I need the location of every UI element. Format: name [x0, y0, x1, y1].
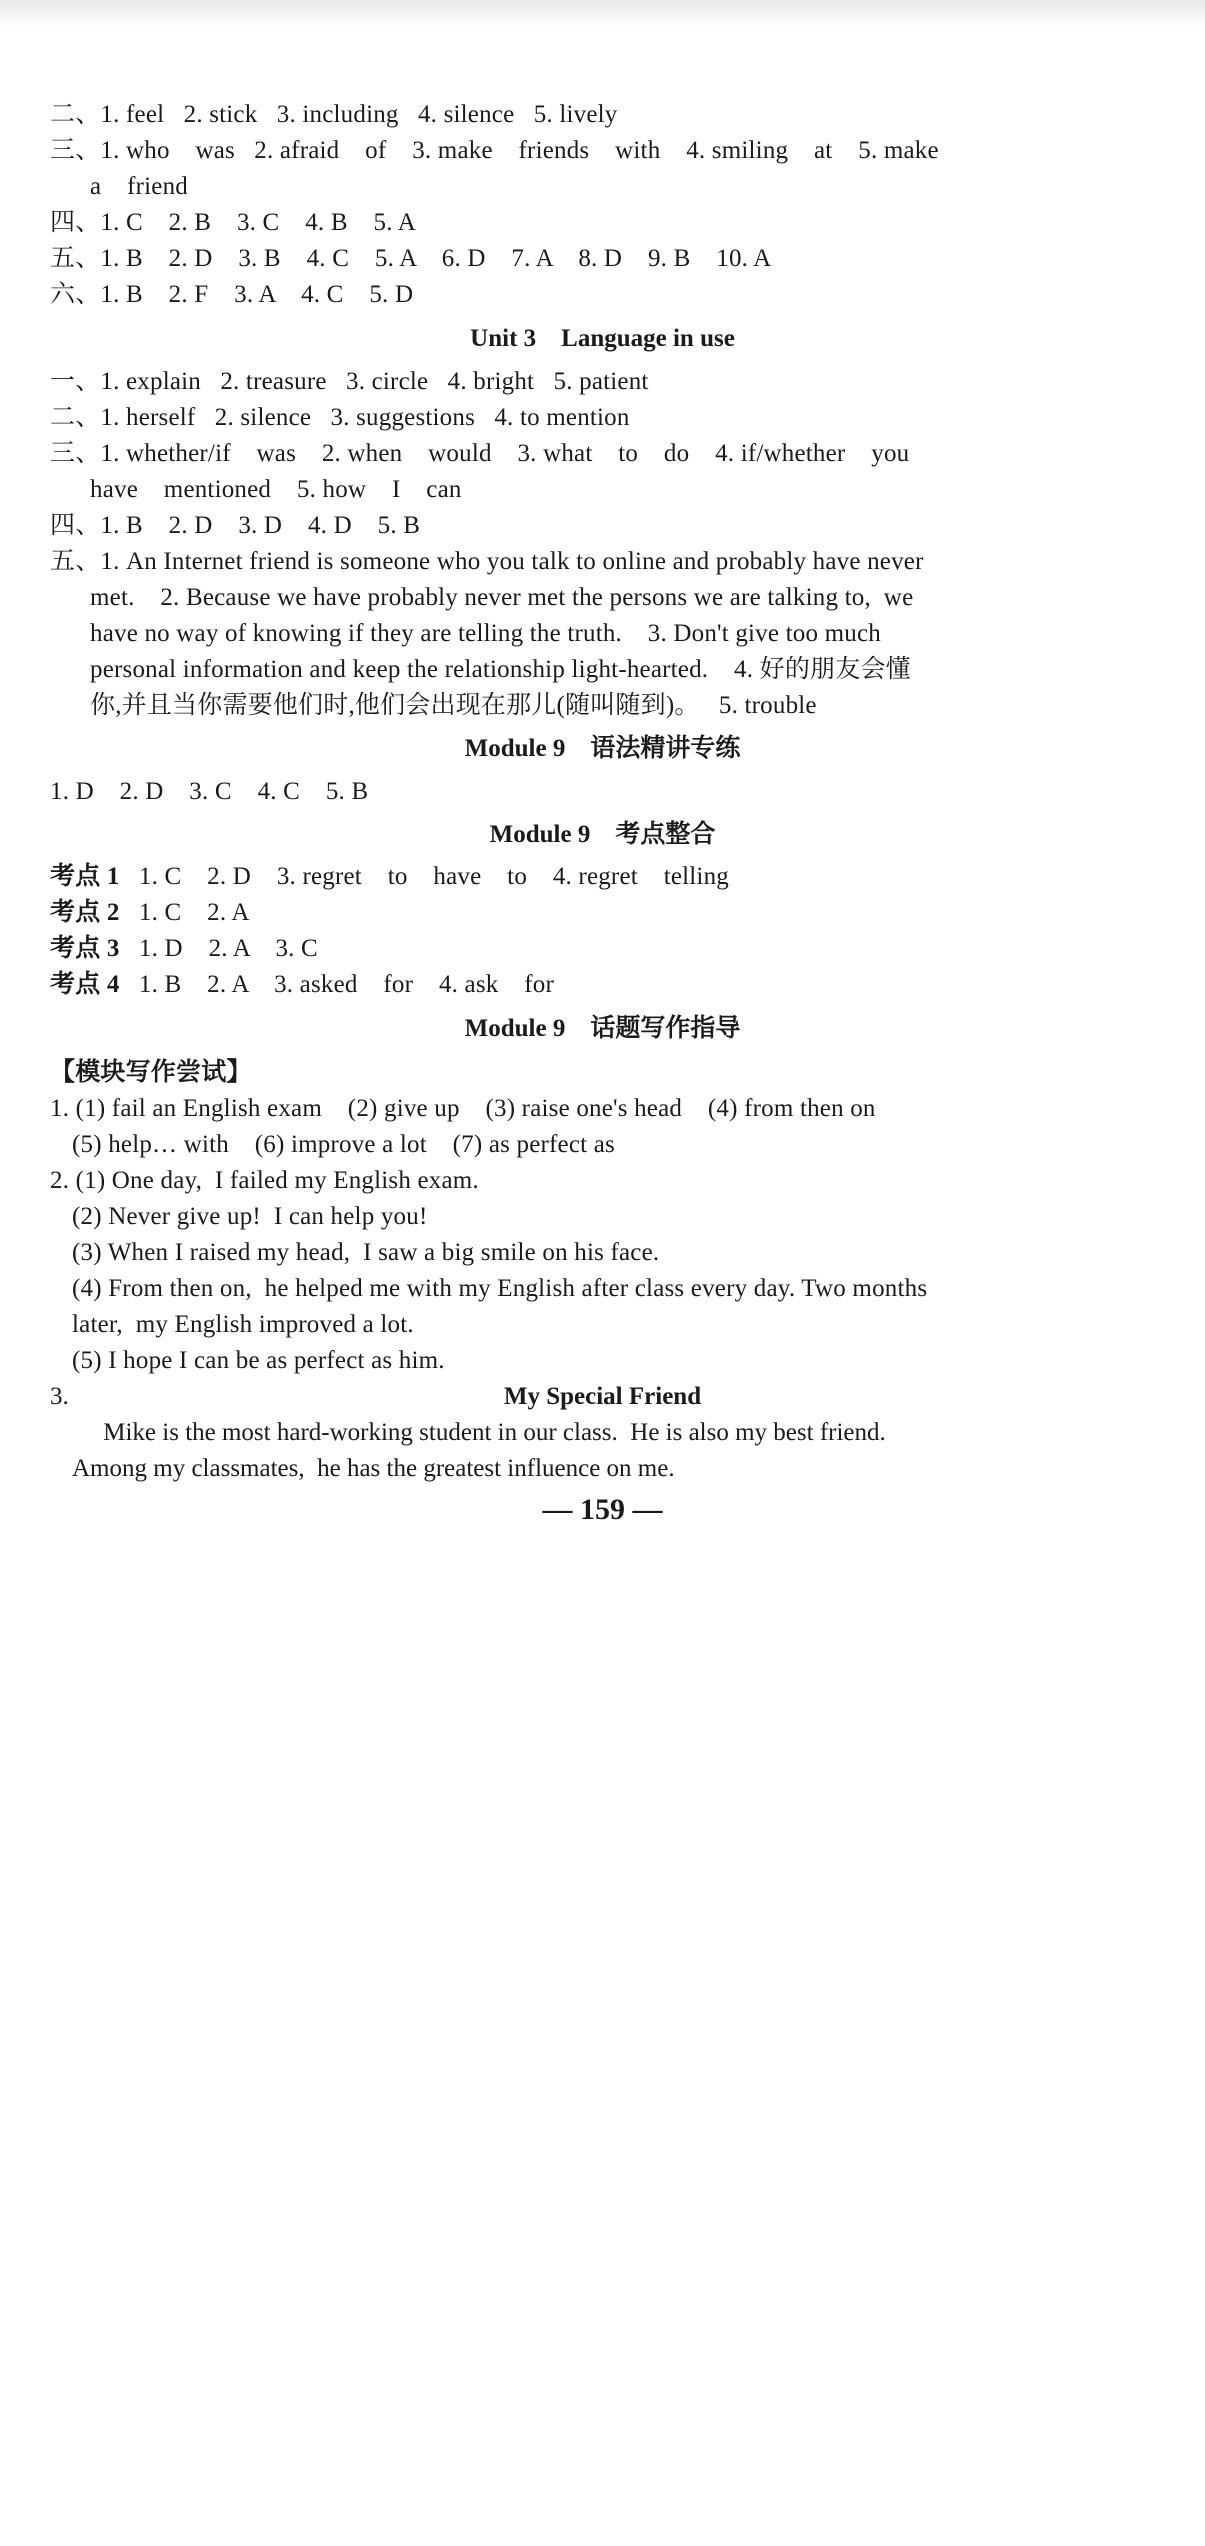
kaodian-line — [50, 968, 1160, 1002]
answer-line: 四、1. C 2. B 3. C 4. B 5. A — [50, 209, 416, 236]
answer-line: 1. D 2. D 3. C 4. C 5. B — [50, 778, 369, 805]
section-heading: Module 9 语法精讲专练 — [464, 735, 741, 762]
section-heading: Unit 3 Language in use — [470, 325, 735, 352]
kaodian-answers: 1. B 2. A 3. asked for 4. ask for — [119, 971, 555, 998]
answer-line: 二、1. feel 2. stick 3. including 4. silence 5. lively — [50, 101, 618, 128]
answer-line: later, my English improved a lot. — [72, 1311, 414, 1338]
answer-line: 一、1. explain 2. treasure 3. circle 4. bright 5. patient — [50, 368, 649, 395]
kaodian-line — [50, 860, 1160, 894]
kaodian-line — [50, 932, 1160, 966]
answer-line: (2) Never give up! I can help you! — [72, 1203, 428, 1230]
essay-number: 3. — [50, 1383, 69, 1410]
essay-title: My Special Friend — [503, 1383, 702, 1410]
kaodian-answers: 1. C 2. A — [119, 899, 250, 926]
answer-line: 五、1. B 2. D 3. B 4. C 5. A 6. D 7. A 8. D 9. B 10. A — [50, 245, 772, 272]
answer-line: 三、1. who was 2. afraid of 3. make friends with 4. smiling at 5. make — [50, 137, 939, 164]
kaodian-answers: 1. C 2. D 3. regret to have to 4. regret telling — [119, 863, 729, 890]
kaodian-label: 考点 2 — [50, 899, 120, 926]
answer-line: (4) From then on, he helped me with my English after class every day. Two months — [72, 1275, 928, 1302]
kaodian-label: 考点 1 — [50, 863, 120, 890]
answer-line: met. 2. Because we have probably never met the persons we are talking to, we — [90, 584, 914, 611]
kaodian-label: 考点 4 — [50, 971, 120, 998]
answer-line: 1. (1) fail an English exam (2) give up (3) raise one's head (4) from then on — [50, 1095, 876, 1122]
kaodian-answers: 1. D 2. A 3. C — [119, 935, 318, 962]
answer-line: 四、1. B 2. D 3. D 4. D 5. B — [50, 512, 421, 539]
answer-line: (5) I hope I can be as perfect as him. — [72, 1347, 445, 1374]
answer-line: personal information and keep the relationship light-hearted. 4. 好的朋友会懂 — [90, 656, 911, 683]
answer-line: have no way of knowing if they are telling the truth. 3. Don't give too much — [90, 620, 881, 647]
answer-line: 六、1. B 2. F 3. A 4. C 5. D — [50, 281, 414, 308]
section-heading: Module 9 考点整合 — [489, 821, 716, 848]
answer-line: 三、1. whether/if was 2. when would 3. what to do 4. if/whether you — [50, 440, 910, 467]
page-number: — 159 — — [542, 1493, 663, 1526]
section-heading: Module 9 话题写作指导 — [464, 1015, 741, 1042]
answer-line: (5) help… with (6) improve a lot (7) as perfect as — [72, 1131, 615, 1158]
kaodian-label: 考点 3 — [50, 935, 120, 962]
answer-line: a friend — [90, 173, 188, 200]
essay-line: Mike is the most hard-working student in our class. He is also my best friend. — [72, 1419, 886, 1446]
answer-line: have mentioned 5. how I can — [90, 476, 462, 503]
answer-line: 五、1. An Internet friend is someone who you talk to online and probably have never — [50, 548, 924, 575]
writing-try-label: 【模块写作尝试】 — [50, 1059, 252, 1086]
answer-line: (3) When I raised my head, I saw a big smile on his face. — [72, 1239, 660, 1266]
kaodian-line — [50, 896, 1160, 930]
answer-line: 2. (1) One day, I failed my English exam. — [50, 1167, 479, 1194]
essay-line: Among my classmates, he has the greatest influence on me. — [72, 1455, 675, 1482]
answer-line: 你,并且当你需要他们时,他们会出现在那儿(随叫随到)。 5. trouble — [90, 692, 817, 719]
answer-line: 二、1. herself 2. silence 3. suggestions 4. to mention — [50, 404, 630, 431]
